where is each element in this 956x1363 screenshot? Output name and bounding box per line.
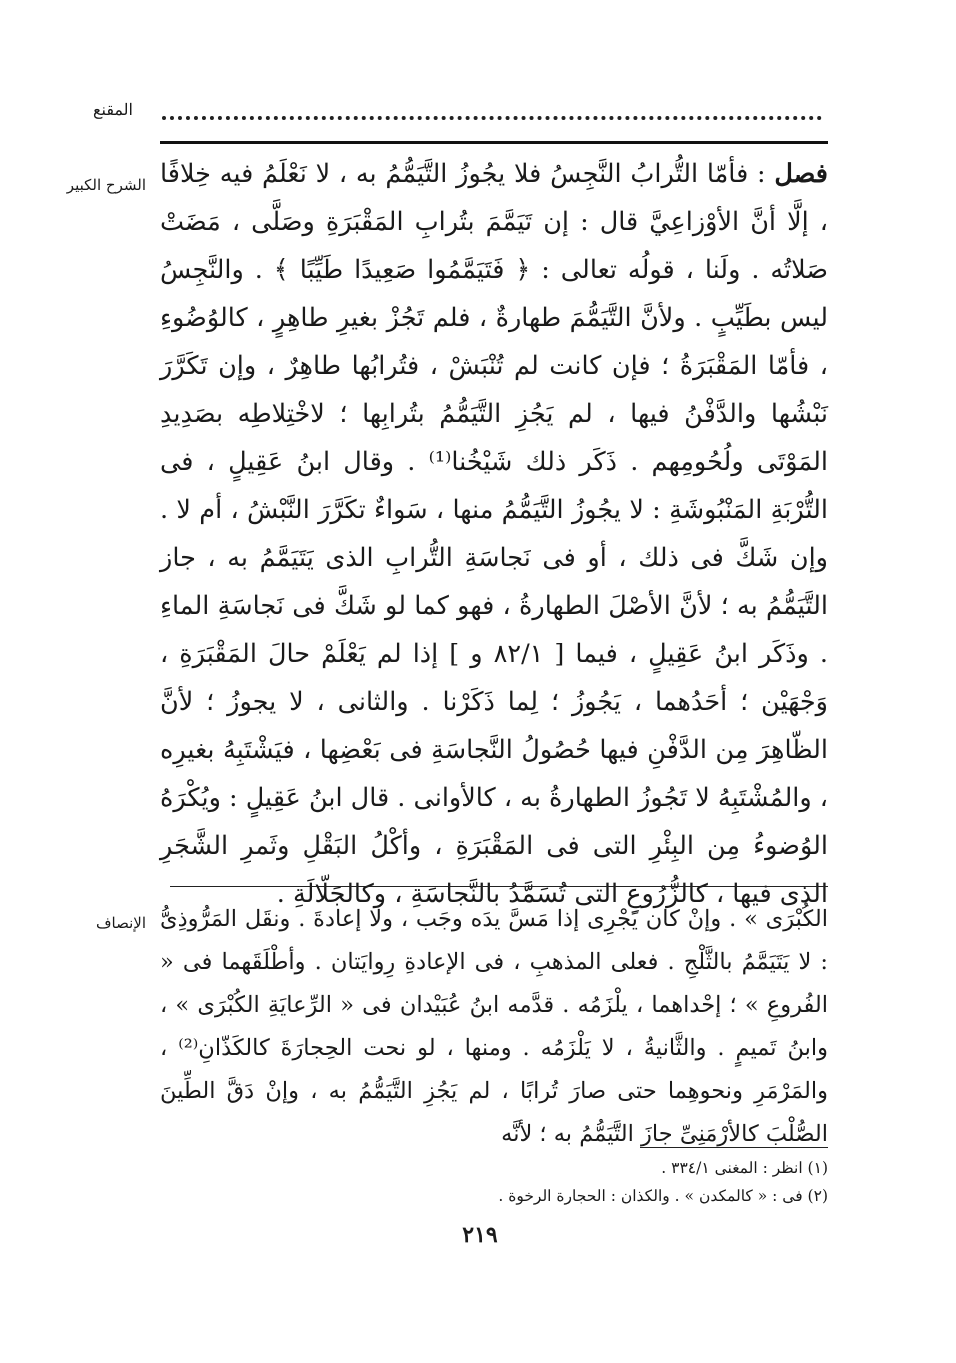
footnote-2: (٢) فى : « كالمكدن » . والكذان : الحجارة الرخوة .: [498, 1187, 828, 1205]
main-commentary-text: [160, 150, 828, 918]
commentary-body: : فأمّا التُّرابُ النَّجِسُ فلا يجُوزُ التَّيَمُّمُ به ، لا نَعْلَمُ فيه خِلافًا ، إلَّا أنَّ الأوْزاعِيَّ قال : إن تَيَمَّمَ بتُرابِ المَقْبَرَةِ وصَلَّى ، مَضَتْ صَلاتُه . ولَنا ، قولُه تعالى : ﴿ فَتَيَمَّمُوا صَعِيدًا طَيِّبًا ﴾ . والنَّجِسُ ليس بطَيِّبٍ . ولأنَّ التَّيَمُّمَ طهارةٌ ، فلم تَجُزْ بغيرِ طاهِرٍ ، كالوُضُوءِ ، فأمّا المَقْبَرَةُ ؛ فإن كانت لم تُنْبَشْ ، فتُرابُها طاهِرٌ ، وإن تَكَرَّرَ نَبْشُها والدَّفْنُ فيها ، لم يَجُزِ التَّيَمُّمُ بتُرابِها ؛ لاخْتِلاطِه بصَدِيدِ المَوْتَى ولُحُومِهم . ذَكَر ذلك شَيْخُنا⁽¹⁾ . وقال ابنُ عَقِيلٍ ، فى التُّرْبَةِ المَنْبُوشَةِ : لا يجُوزُ التَّيَمُّمُ منها ، سَواءٌ تكَرَّرَ النَّبْشُ ، أم لا . وإن شَكَّ فى ذلك ، أو فى نَجاسَةِ التُّرابِ الذى يَتَيَمَّمُ به ، جاز التَّيَمُّمُ به ؛ لأنَّ الأصْلَ الطهارةُ ، فهو كما لو شَكَّ فى نَجاسَةِ الماءِ . وذَكَر ابنُ عَقِيلٍ ، فيما [ ٨٢/١ و ] إذا لم يَعْلَمْ حالَ المَقْبَرَةِ ، وَجْهَيْن ؛ أحَدُهما ، يَجُوزُ ؛ لِما ذَكَرْنا . والثانى ، لا يجوزُ ؛ لأنَّ الظّاهِرَ مِن الدَّفْنِ فيها حُصُولُ النَّجاسَةِ فى بَعْضِها ، فيَشْتَبِهُ بغيرِه ، والمُشْتَبِهُ لا تَجُوزُ الطهارةُ به ، كالأوانى . قال ابنُ عَقِيلٍ : ويُكْرَهُ الوُضوءُ مِن البِئْرِ التى فى المَقْبَرَةِ ، وأكْلُ البَقْلِ وثَمرِ الشَّجَرِ الذى فيها ، كالزُّرُوعِ التى تُسَمَّدُ بالنَّجاسَةِ ، وكالجَلّالَةِ .: [160, 159, 828, 909]
footnote-rule: [640, 1147, 828, 1148]
running-header-label: المقنع: [92, 100, 133, 119]
insaf-text: الكُبْرَى » . وإنْ كان يَجْرِى إذا مَسَّ يدَه وجَب ، ولا إعادةَ . ونقَل المَرُّوذِىُّ : لا يَتَيَمَّمُ بالثَّلْجِ . فعلى المذهبِ ، فى الإعادةِ رِوايَتان . وأطْلَقَهما فى « الفُروعِ » ؛ إحْداهما ، يلْزَمُه . قدَّمه ابنُ عُبَيْدان فى « الرِّعايَةِ الكُبْرَى » ، وابنُ تَميمٍ . والثَّانيةُ ، لا يَلْزَمُه . ومنها ، لو نحت الحِجارَةَ كالكَذّانِ⁽²⁾ ، والمَرْمَرِ ونحوهِما حتى صارَ تُرابًا ، لم يَجُزِ التَّيَمُّمُ به ، وإنْ دَقَّ الطِّينَ الصُّلْبَ كالأرْمَنِىِّ جازَ التَّيَمُّمُ به ؛ لأنَّه: [160, 906, 828, 1147]
footnote-1: (١) انظر : المغنى ٣٣٤/١ .: [661, 1159, 828, 1177]
header-rule: [160, 141, 828, 144]
section-heading: فصل: [774, 159, 828, 189]
commentary-paragraph: [160, 150, 828, 918]
footnotes: [300, 1154, 828, 1210]
section-divider: [170, 886, 828, 887]
page-number: ٢١٩: [462, 1222, 498, 1248]
margin-label-commentary: الشرح الكبير: [66, 176, 146, 194]
header-dotted-leader: [162, 104, 822, 120]
margin-label-insaf: الإنصاف: [95, 914, 146, 932]
